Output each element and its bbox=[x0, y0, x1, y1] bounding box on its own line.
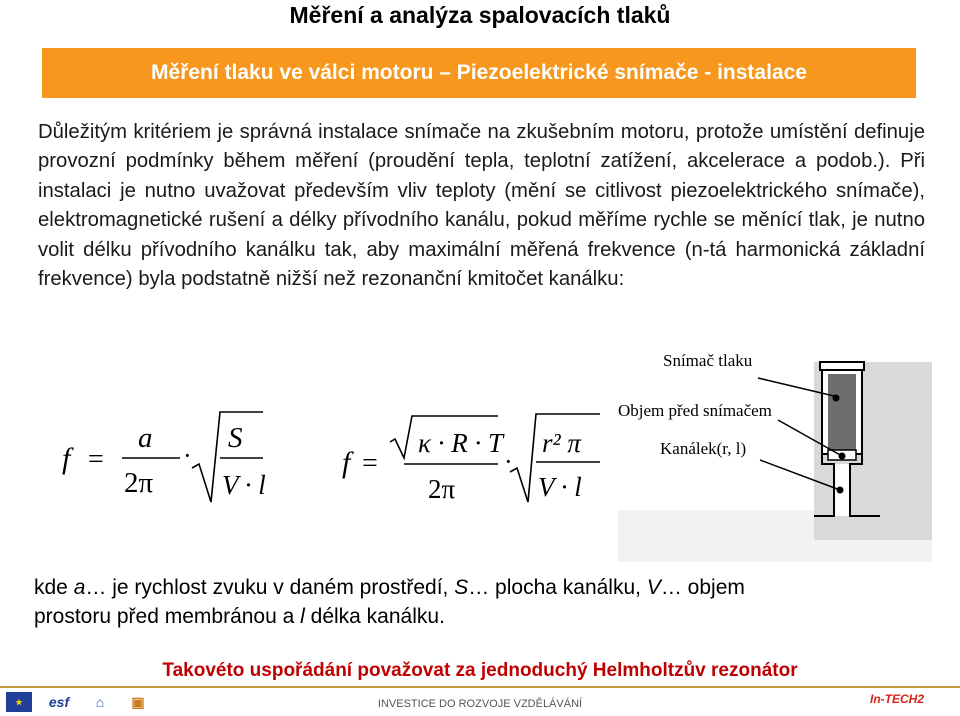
esf-logo: esf bbox=[48, 694, 70, 710]
formula-2-dot: · bbox=[504, 447, 513, 476]
note-text: prostoru před membránou a bbox=[34, 605, 301, 628]
formula-1-denominator: 2π bbox=[124, 467, 154, 499]
formula-2-root-denominator: V · l bbox=[538, 472, 582, 502]
formula-2-root-numerator: r² π bbox=[542, 428, 581, 458]
page-title: Měření a analýza spalovacích tlaků bbox=[289, 2, 671, 28]
formula-1-lhs: f bbox=[62, 442, 71, 475]
formula-2-svg bbox=[338, 402, 608, 507]
op-logo-icon: ▣ bbox=[131, 693, 145, 710]
note-var-l: l bbox=[300, 605, 305, 628]
formula-1-svg bbox=[58, 402, 268, 507]
formula-2-numerator: κ · R · T bbox=[418, 428, 503, 458]
label-sensor: Snímač tlaku bbox=[663, 351, 753, 370]
note-text: … plocha kanálku, bbox=[468, 576, 647, 599]
formula-1-root-numerator: S bbox=[228, 422, 243, 454]
note-text: délka kanálku. bbox=[304, 605, 445, 628]
sensor-installation-diagram bbox=[618, 340, 932, 562]
variable-explanation bbox=[34, 573, 914, 631]
footer-investment-text: INVESTICE DO ROZVOJE VZDĚLÁVÁNÍ bbox=[377, 698, 583, 710]
formula-2-lhs: f bbox=[342, 446, 351, 479]
msmt-logo-icon: ⌂ bbox=[95, 694, 105, 710]
footer-divider bbox=[0, 686, 960, 688]
formula-helmholtz-1 bbox=[58, 402, 268, 507]
formula-1-eq: = bbox=[88, 444, 104, 475]
intech-brand: In-TECH2 bbox=[870, 692, 924, 706]
label-volume: Objem před snímačem bbox=[618, 401, 772, 420]
formula-1-root-denominator: V · l bbox=[222, 470, 266, 500]
note-text: kde bbox=[34, 576, 74, 599]
note-var-v: V bbox=[646, 576, 661, 599]
eu-flag-icon: ★ bbox=[6, 692, 32, 712]
body-paragraph: Důležitým kritériem je správná instalace snímače na zkušebním motoru, protože umístění definuje provozní podmínky během měření (proudění tepla, teplotní zatížení, akcelerace a podob.). Při instalaci je nutno uvažovat především vliv teploty (mění se citlivost piezoelektrického snímače), elektromagnetické rušení a délky přívodního kanálu, pokud měříme rychle se měnící tlak, je nutno volit délku přívodního kanálku tak, aby maximální měřená frekvence (n-tá harmonická základní frekvence) byla podstatně nižší než rezonanční kmitočet kanálku: bbox=[38, 121, 925, 291]
formula-2-eq: = bbox=[362, 448, 378, 479]
formula-2-denominator: 2π bbox=[428, 474, 456, 504]
diagram-svg bbox=[618, 340, 932, 562]
note-var-a: a bbox=[73, 576, 86, 599]
note-text: … objem bbox=[660, 576, 745, 599]
note-text: … je rychlost zvuku v daném prostředí, bbox=[85, 576, 455, 599]
formula-1-numerator: a bbox=[138, 422, 153, 454]
formula-1-dot: · bbox=[183, 441, 192, 470]
note-var-s: S bbox=[454, 576, 469, 599]
label-channel: Kanálek(r, l) bbox=[660, 439, 747, 458]
section-banner: Měření tlaku ve válci motoru – Piezoelektrické snímače - instalace bbox=[42, 48, 916, 98]
formula-helmholtz-2 bbox=[338, 402, 608, 507]
conclusion-text: Takovéto uspořádání považovat za jednoduchý Helmholtzův rezonátor bbox=[162, 660, 798, 681]
